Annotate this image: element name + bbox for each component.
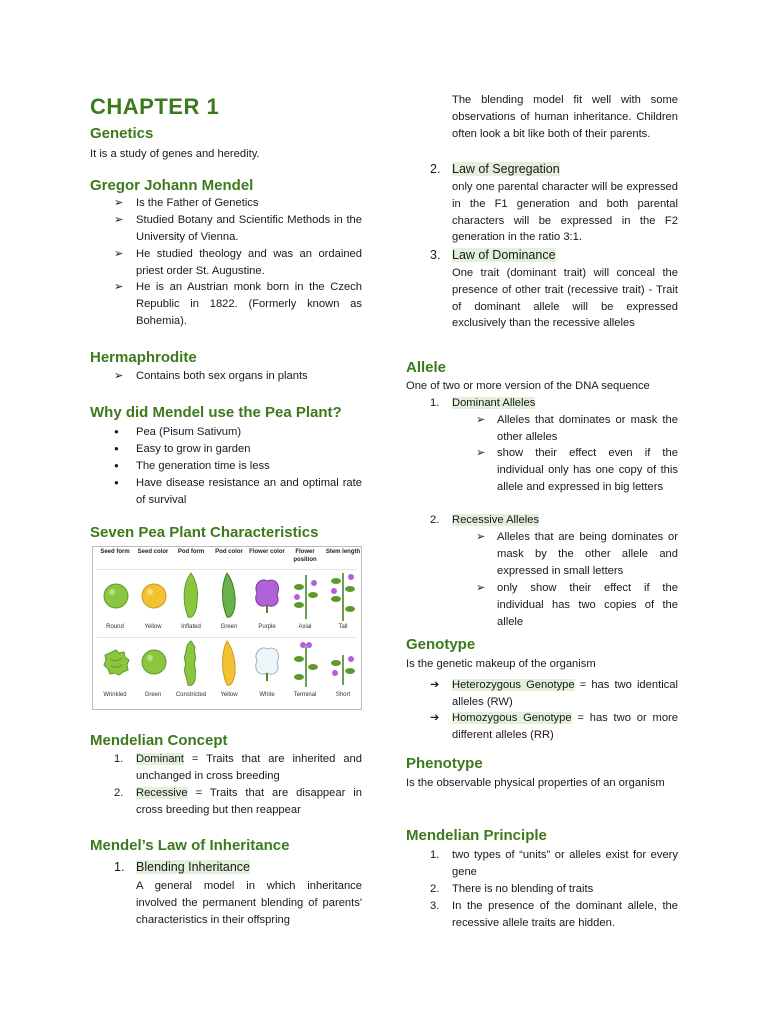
bullet-arrowhead-icon: ➢ [476, 414, 486, 426]
mendelian-principle-heading: Mendelian Principle [406, 827, 547, 844]
term-highlight: Homozygous Genotype [452, 712, 572, 724]
column-header: Seed color [137, 549, 169, 555]
law-item-title: 3. Law of Dominance [430, 248, 556, 262]
pea-characteristics-figure [92, 546, 362, 710]
tall-stem-plant-icon [327, 569, 359, 623]
purple-flower-icon [251, 575, 283, 615]
bullet-arrowhead-icon: ➢ [114, 214, 124, 226]
list-item: ● Have disease resistance an and optimal rate of survival [114, 477, 362, 506]
allele-heading: Allele [406, 359, 447, 376]
trait-caption: Green [220, 624, 238, 630]
axial-flower-plant-icon [289, 571, 323, 621]
white-flower-icon [251, 643, 283, 683]
list-item: 1. two types of “units” or alleles exist for every gene [430, 849, 678, 878]
trait-caption: Constricted [175, 692, 207, 698]
bullet-arrowhead-icon: ➢ [476, 531, 486, 543]
yellow-seed-icon [139, 581, 169, 611]
trait-caption: Short [335, 692, 351, 698]
bullet-dot-icon: ● [114, 478, 119, 487]
term-highlight: Dominant [136, 753, 184, 765]
list-item: ➢ He studied theology and was an ordained priest order St. Augustine. [114, 248, 362, 277]
short-stem-plant-icon [327, 647, 359, 687]
terminal-flower-plant-icon [289, 639, 323, 689]
list-item: 3. In the presence of the dominant allele, the recessive allele traits are hidden. [430, 900, 678, 929]
genetics-text: It is a study of genes and heredity. [90, 148, 260, 160]
wrinkled-seed-icon [101, 647, 131, 677]
column-header: Flower color [249, 549, 285, 555]
list-item: ➔ Homozygous Genotype = has two or more different alleles (RR) [430, 712, 678, 741]
pea-plant-heading: Why did Mendel use the Pea Plant? [90, 404, 342, 421]
allele-text: One of two or more version of the DNA sequence [406, 380, 650, 392]
phenotype-text: Is the observable physical properties of an organism [406, 777, 665, 789]
allele-group-title: 2. Recessive Alleles [430, 514, 540, 526]
list-item: 2. There is no blending of traits [430, 883, 594, 895]
seven-characteristics-heading: Seven Pea Plant Characteristics [90, 524, 319, 541]
bullet-dot-icon: ● [114, 444, 119, 453]
trait-caption: Round [106, 624, 124, 630]
trait-caption: Yellow [220, 692, 238, 698]
term-highlight: Recessive [136, 787, 188, 799]
genetics-heading: Genetics [90, 125, 154, 142]
bullet-arrowhead-icon: ➢ [476, 447, 486, 459]
trait-caption: Yellow [144, 624, 162, 630]
column-header: Seed form [100, 549, 130, 555]
bullet-dot-icon: ● [114, 461, 119, 470]
list-item: ➢ show their effect even if the individual only has one copy of this allele and expressed in big letters [476, 447, 678, 493]
bullet-arrowhead-icon: ➢ [114, 281, 124, 293]
list-item: 2. Recessive = Traits that are disappear in cross breeding but then reappear [114, 787, 362, 816]
law-item-text: One trait (dominant trait) will conceal the presence of other trait (recessive trait) - Trait of dominant allele will be expressed exclusively than the recessive alleles [452, 267, 678, 330]
trait-caption: Inflated [181, 624, 201, 630]
bullet-arrowhead-icon: ➢ [476, 582, 486, 594]
trait-caption: Tall [338, 624, 348, 630]
trait-caption: Terminal [293, 692, 317, 698]
round-seed-icon [101, 581, 131, 611]
law-item-text: A general model in which inheritance involved the permanent blending of parents' characteristics in their offspring [136, 880, 362, 926]
bullet-dot-icon: ● [114, 427, 119, 436]
list-item: ➢ Alleles that dominates or mask the other alleles [476, 414, 678, 443]
law-item-text: only one parental character will be expressed in the F1 generation and both parental characters will be expressed in the F2 generation in the ratio 3:1. [452, 181, 678, 244]
column-header: Pod color [215, 549, 243, 555]
bullet-arrow-icon: ➔ [430, 712, 440, 724]
genotype-text: Is the genetic makeup of the organism [406, 658, 596, 670]
list-item: ➢ Is the Father of Genetics [114, 195, 362, 212]
green-pod-icon [217, 571, 241, 621]
law-of-inheritance-heading: Mendel’s Law of Inheritance [90, 837, 290, 854]
list-item: 1. Dominant = Traits that are inherited and unchanged in cross breeding [114, 753, 362, 782]
green-seed-icon [139, 647, 169, 677]
column-header: Stem length [325, 549, 361, 555]
trait-caption: Green [144, 692, 162, 698]
list-item: ➢ He is an Austrian monk born in the Czech Republic in 1822. (Formerly known as Bohemia). [114, 281, 362, 327]
list-item: ➢ Contains both sex organs in plants [114, 368, 362, 385]
yellow-pod-icon [217, 639, 241, 689]
law-item-title: 1. Blending Inheritance [114, 860, 250, 874]
genotype-heading: Genotype [406, 636, 476, 653]
mendel-heading: Gregor Johann Mendel [90, 177, 254, 194]
mendelian-concept-heading: Mendelian Concept [90, 732, 228, 749]
phenotype-heading: Phenotype [406, 755, 483, 772]
allele-group-title: 1. Dominant Alleles [430, 397, 536, 409]
law-item-text: The blending model fit well with some observations of human inheritance. Children often look a bit like both of their parents. [452, 94, 678, 140]
bullet-arrowhead-icon: ➢ [114, 248, 124, 260]
bullet-arrowhead-icon: ➢ [114, 370, 124, 382]
trait-caption: White [259, 692, 275, 698]
list-item: ● The generation time is less [114, 458, 362, 475]
list-item: ➢ only show their effect if the individual has two copies of the allele [476, 582, 678, 628]
list-item: ● Easy to grow in garden [114, 441, 362, 458]
list-item: ➔ Heterozygous Genotype = has two identical alleles (RW) [430, 679, 678, 708]
trait-caption: Axial [298, 624, 312, 630]
list-item: ➢ Alleles that are being dominates or mask by the other allele and expressed in small letters [476, 531, 678, 577]
law-item-title: 2. Law of Segregation [430, 162, 560, 176]
list-item: ➢ Studied Botany and Scientific Methods in the University of Vienna. [114, 214, 362, 243]
term-highlight: Heterozygous Genotype [452, 679, 575, 691]
constricted-pod-icon [179, 639, 203, 689]
list-item: ● Pea (Pisum Sativum) [114, 424, 362, 441]
column-header: Flower position [293, 549, 317, 563]
column-header: Pod form [177, 549, 205, 555]
trait-caption: Wrinkled [103, 692, 127, 698]
bullet-arrowhead-icon: ➢ [114, 197, 124, 209]
chapter-title: CHAPTER 1 [90, 94, 220, 119]
inflated-pod-icon [179, 571, 203, 621]
trait-caption: Purple [258, 624, 276, 630]
hermaphrodite-heading: Hermaphrodite [90, 349, 197, 366]
bullet-arrow-icon: ➔ [430, 679, 440, 691]
